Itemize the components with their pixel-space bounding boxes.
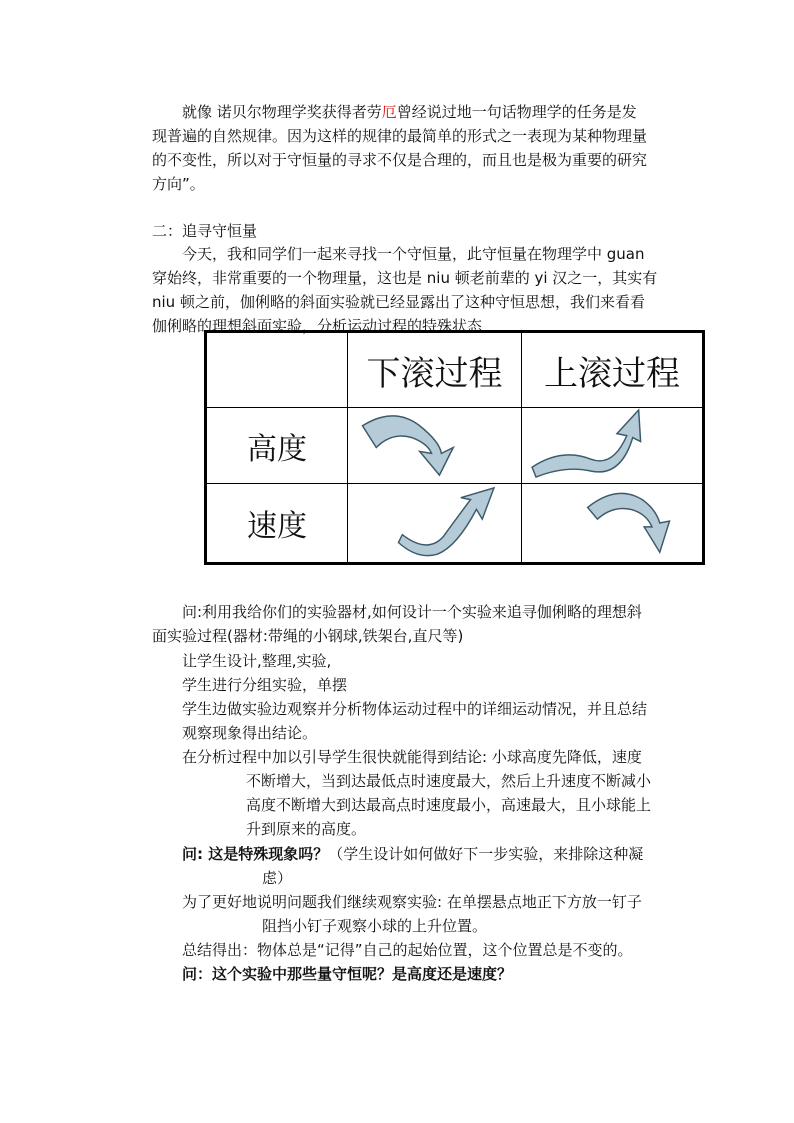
paragraph-students-design: 让学生设计,整理,实验, [182,652,332,670]
row-label-speed: 速度 [206,484,348,564]
question-2-bold: 问: 这是特殊现象吗？ [182,845,329,863]
paragraph-nail-line-1: 为了更好地说明问题我们继续观察实验: 在单摆悬点地正下方放一钉子 [182,893,642,911]
paragraph-analysis-line-4: 升到原来的高度。 [246,820,367,838]
section-heading: 二：追寻守恒量 [152,222,258,240]
paragraph-analysis-line-3: 高度不断增大到达最高点时速度最小，高速最大，且小球能上 [246,796,652,814]
question-2-line-2: 虑） [262,869,293,887]
curved-up-arrow-icon [348,484,521,562]
column-header-rolling-down: 下滚过程 [348,332,522,408]
question-2-line-1 [182,843,643,865]
motion-table [204,330,705,565]
question-2-rest: （学生设计如何做好下一步实验，来排除这种凝 [328,845,644,863]
height-up-cell [522,408,704,484]
paragraph-conclusion: 总结得出：物体总是“记得”自己的起始位置，这个位置总是不变的。 [182,941,633,959]
row-label-height: 高度 [206,408,348,484]
question-1-line-2: 面实验过程(器材:带绳的小钢球,铁架台,直尺等) [152,627,464,645]
question-1-line-1: 问:利用我给你们的实验器材,如何设计一个实验来追寻伽俐略的理想斜 [182,603,642,621]
curved-up-arrow-icon [522,408,702,483]
text-segment: 就像 诺贝尔物理学奖获得者劳 [182,103,382,121]
paragraph-nail-line-2: 阻挡小钉子观察小球的上升位置。 [262,917,488,935]
curved-down-arrow-icon [522,484,702,562]
paragraph-observe-line-2: 观察现象得出结论。 [182,724,318,742]
paragraph-1-line-3: 的不变性，所以对于守恒量的寻求不仅是合理的，而且也是极为重要的研究 [152,151,648,169]
paragraph-observe-line-1: 学生边做实验边观察并分析物体运动过程中的详细运动情况，并且总结 [182,700,648,718]
paragraph-1-line-2: 现普遍的自然规律。因为这样的规律的最简单的形式之一表现为某种物理量 [152,127,648,145]
speed-down-cell [348,484,522,564]
paragraph-analysis-line-1: 在分析过程中加以引导学生很快就能得到结论: 小球高度先降低，速度 [182,748,642,766]
speed-up-cell [522,484,704,564]
paragraph-1-line-4: 方向”。 [152,175,205,193]
height-down-cell [348,408,522,484]
highlighted-character: 厄 [381,103,397,121]
section-2-line-2: 穿始终，非常重要的一个物理量，这也是 niu 顿老前辈的 yi 汉之一，其实有 [152,269,658,287]
paragraph-1-line-1 [182,101,637,123]
paragraph-group-experiment: 学生进行分组实验，单摆 [182,676,348,694]
curved-down-arrow-icon [348,408,521,483]
column-header-rolling-up: 上滚过程 [522,332,704,408]
section-2-line-3: niu 顿之前，伽俐略的斜面实验就已经显露出了这种守恒思想，我们来看看 [152,293,645,311]
text-segment: 曾经说过地一句话物理学的任务是发 [396,103,637,121]
paragraph-analysis-line-2: 不断增大，当到达最低点时速度最大，然后上升速度不断减小 [246,772,652,790]
question-3: 问：这个实验中那些量守恒呢？是高度还是速度？ [182,965,513,983]
section-2-line-4: 伽俐略的理想斜面实验，分析运动过程的特殊状态 [152,317,483,335]
table-corner-cell [206,332,348,408]
section-2-line-1: 今天，我和同学们一起来寻找一个守恒量，此守恒量在物理学中 guan [182,245,645,263]
